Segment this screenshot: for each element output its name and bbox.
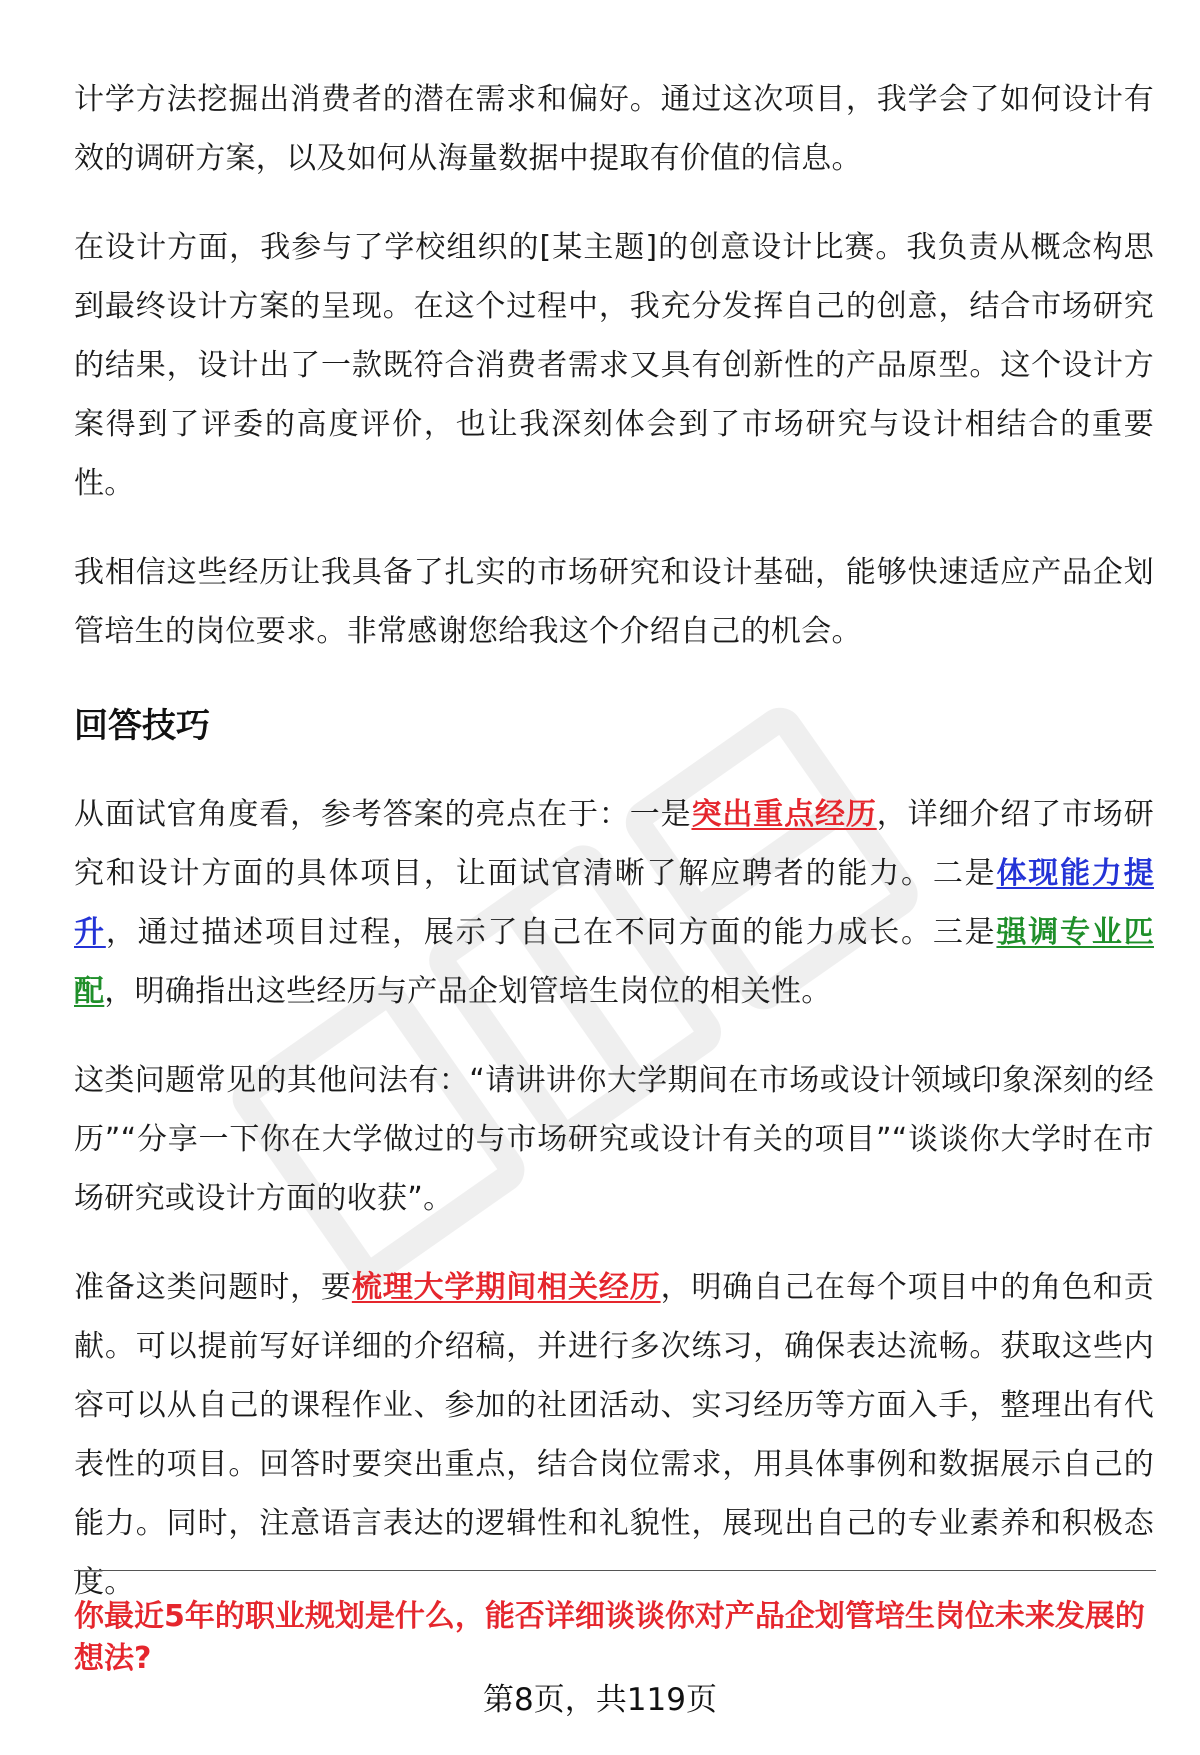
section-heading-answer-tips: 回答技巧 xyxy=(74,706,210,746)
next-question-title: 你最近5年的职业规划是什么，能否详细谈谈你对产品企划管培生岗位未来发展的想法? xyxy=(74,1599,1145,1676)
paragraph-preparation-tips xyxy=(74,1258,1154,1612)
paragraph-answer-highlights xyxy=(74,785,1154,1021)
text-segment: ，明确指出这些经历与产品企划管培生岗位的相关性。 xyxy=(104,974,832,1009)
highlight-organize-experience: 梳理大学期间相关经历 xyxy=(351,1270,661,1305)
section-divider xyxy=(74,1570,1156,1571)
text-segment: ，通过描述项目过程，展示了自己在不同方面的能力成长。三是 xyxy=(105,915,997,950)
highlight-professional-match: 强调专业匹配 xyxy=(74,915,1154,1009)
paragraph-alternate-questions: 这类问题常见的其他问法有：“请讲讲你大学期间在市场或设计领域印象深刻的经历”“分享一下你在大学做过的与市场研究或设计有关的项目”“谈谈你大学时在市场研究或设计方面的收获”。 xyxy=(74,1063,1154,1216)
text-segment: ，详细介绍了市场研究和设计方面的具体项目，让面试官清晰了解应聘者的能力。二是 xyxy=(74,797,1155,891)
highlight-ability-growth: 体现能力提升 xyxy=(74,856,1155,950)
text-segment: ，明确自己在每个项目中的角色和贡献。可以提前写好详细的介绍稿，并进行多次练习，确保表达流畅。获取这些内容可以从自己的课程作业、参加的社团活动、实习经历等方面入手，整理出有代表性的项目。回答时要突出重点，结合岗位需求，用具体事例和数据展示自己的能力。同时，注意语言表达的逻辑性和礼貌性，展现出自己的专业素养和积极态度。 xyxy=(74,1270,1154,1600)
text-segment: 从面试官角度看，参考答案的亮点在于：一是 xyxy=(74,797,692,832)
paragraph-conclusion: 我相信这些经历让我具备了扎实的市场研究和设计基础，能够快速适应产品企划管培生的岗位要求。非常感谢您给我这个介绍自己的机会。 xyxy=(74,555,1154,649)
document-body xyxy=(74,70,1154,1642)
page-number: 第8页，共119页 xyxy=(483,1682,717,1718)
paragraph-design-competition: 在设计方面，我参与了学校组织的[某主题]的创意设计比赛。我负责从概念构思到最终设计方案的呈现。在这个过程中，我充分发挥自己的创意，结合市场研究的结果，设计出了一款既符合消费者需求又具有创新性的产品原型。这个设计方案得到了评委的高度评价，也让我深刻体会到了市场研究与设计相结合的重要性。 xyxy=(74,230,1154,501)
paragraph-research-method: 计学方法挖掘出消费者的潜在需求和偏好。通过这次项目，我学会了如何设计有效的调研方案，以及如何从海量数据中提取有价值的信息。 xyxy=(74,82,1154,176)
highlight-key-experience: 突出重点经历 xyxy=(691,797,877,832)
text-segment: 准备这类问题时，要 xyxy=(74,1270,352,1305)
